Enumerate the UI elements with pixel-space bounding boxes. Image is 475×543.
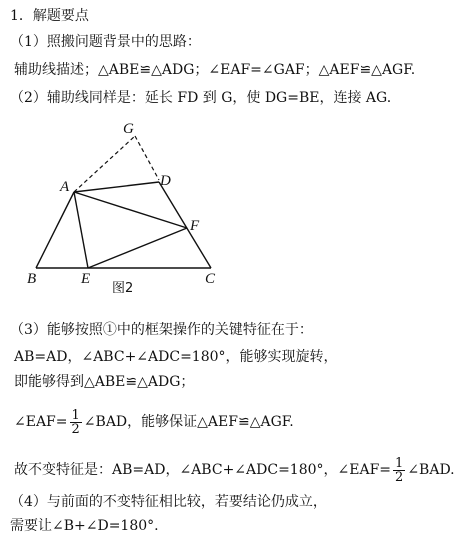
text-line-4: （3）能够按照①中的框架操作的关键特征在于： [10, 322, 313, 338]
fraction-half [70, 409, 82, 436]
label-D: D [160, 173, 171, 189]
figure-caption: 图2 [112, 281, 134, 293]
text-line-8-end: ∠BAD. [407, 462, 455, 478]
fraction-numerator-2: 1 [395, 455, 404, 471]
fraction-half-2 [393, 457, 405, 484]
text-line-6: 即能够得到△ABE≌△ADG； [14, 374, 195, 390]
text-line-3: （2）辅助线同样是：延长 FD 到 G，使 DG=BE，连接 AG. [10, 90, 392, 106]
segment-GD [135, 136, 159, 180]
text-line-7-start: ∠EAF= [14, 414, 68, 430]
segment-AG [74, 136, 135, 192]
segment-AF [74, 192, 187, 228]
heading-line: 1．解题要点 [10, 8, 89, 24]
segment-AE [74, 192, 88, 268]
label-G: G [123, 121, 134, 137]
segment-AB [36, 192, 74, 268]
text-line-1: （1）照搬问题背景中的思路： [10, 34, 201, 50]
fraction-denominator: 2 [71, 421, 80, 437]
geometry-figure [18, 118, 228, 293]
fraction-denominator-2: 2 [395, 469, 404, 485]
label-B: B [27, 271, 37, 287]
text-line-5: AB=AD，∠ABC+∠ADC=180°，能够实现旋转， [14, 349, 338, 365]
fraction-numerator: 1 [71, 407, 80, 423]
segment-AD [74, 182, 159, 192]
text-line-7 [14, 404, 294, 440]
text-line-8-start: 故不变特征是：AB=AD，∠ABC+∠ADC=180°，∠EAF= [14, 462, 392, 478]
label-A: A [60, 179, 70, 195]
segment-DC [159, 182, 211, 268]
label-F: F [190, 218, 200, 234]
segment-EF [88, 228, 187, 268]
text-line-7-end: ∠BAD，能够保证△AEF≌△AGF. [83, 414, 294, 430]
text-line-10: 需要让∠B+∠D=180°. [10, 518, 159, 534]
label-C: C [205, 271, 216, 287]
text-line-9: （4）与前面的不变特征相比较，若要结论仍成立， [10, 494, 327, 510]
text-line-8 [14, 452, 455, 488]
label-E: E [81, 271, 91, 287]
text-line-2: 辅助线描述；△ABE≌△ADG；∠EAF=∠GAF；△AEF≌△AGF. [14, 62, 416, 78]
